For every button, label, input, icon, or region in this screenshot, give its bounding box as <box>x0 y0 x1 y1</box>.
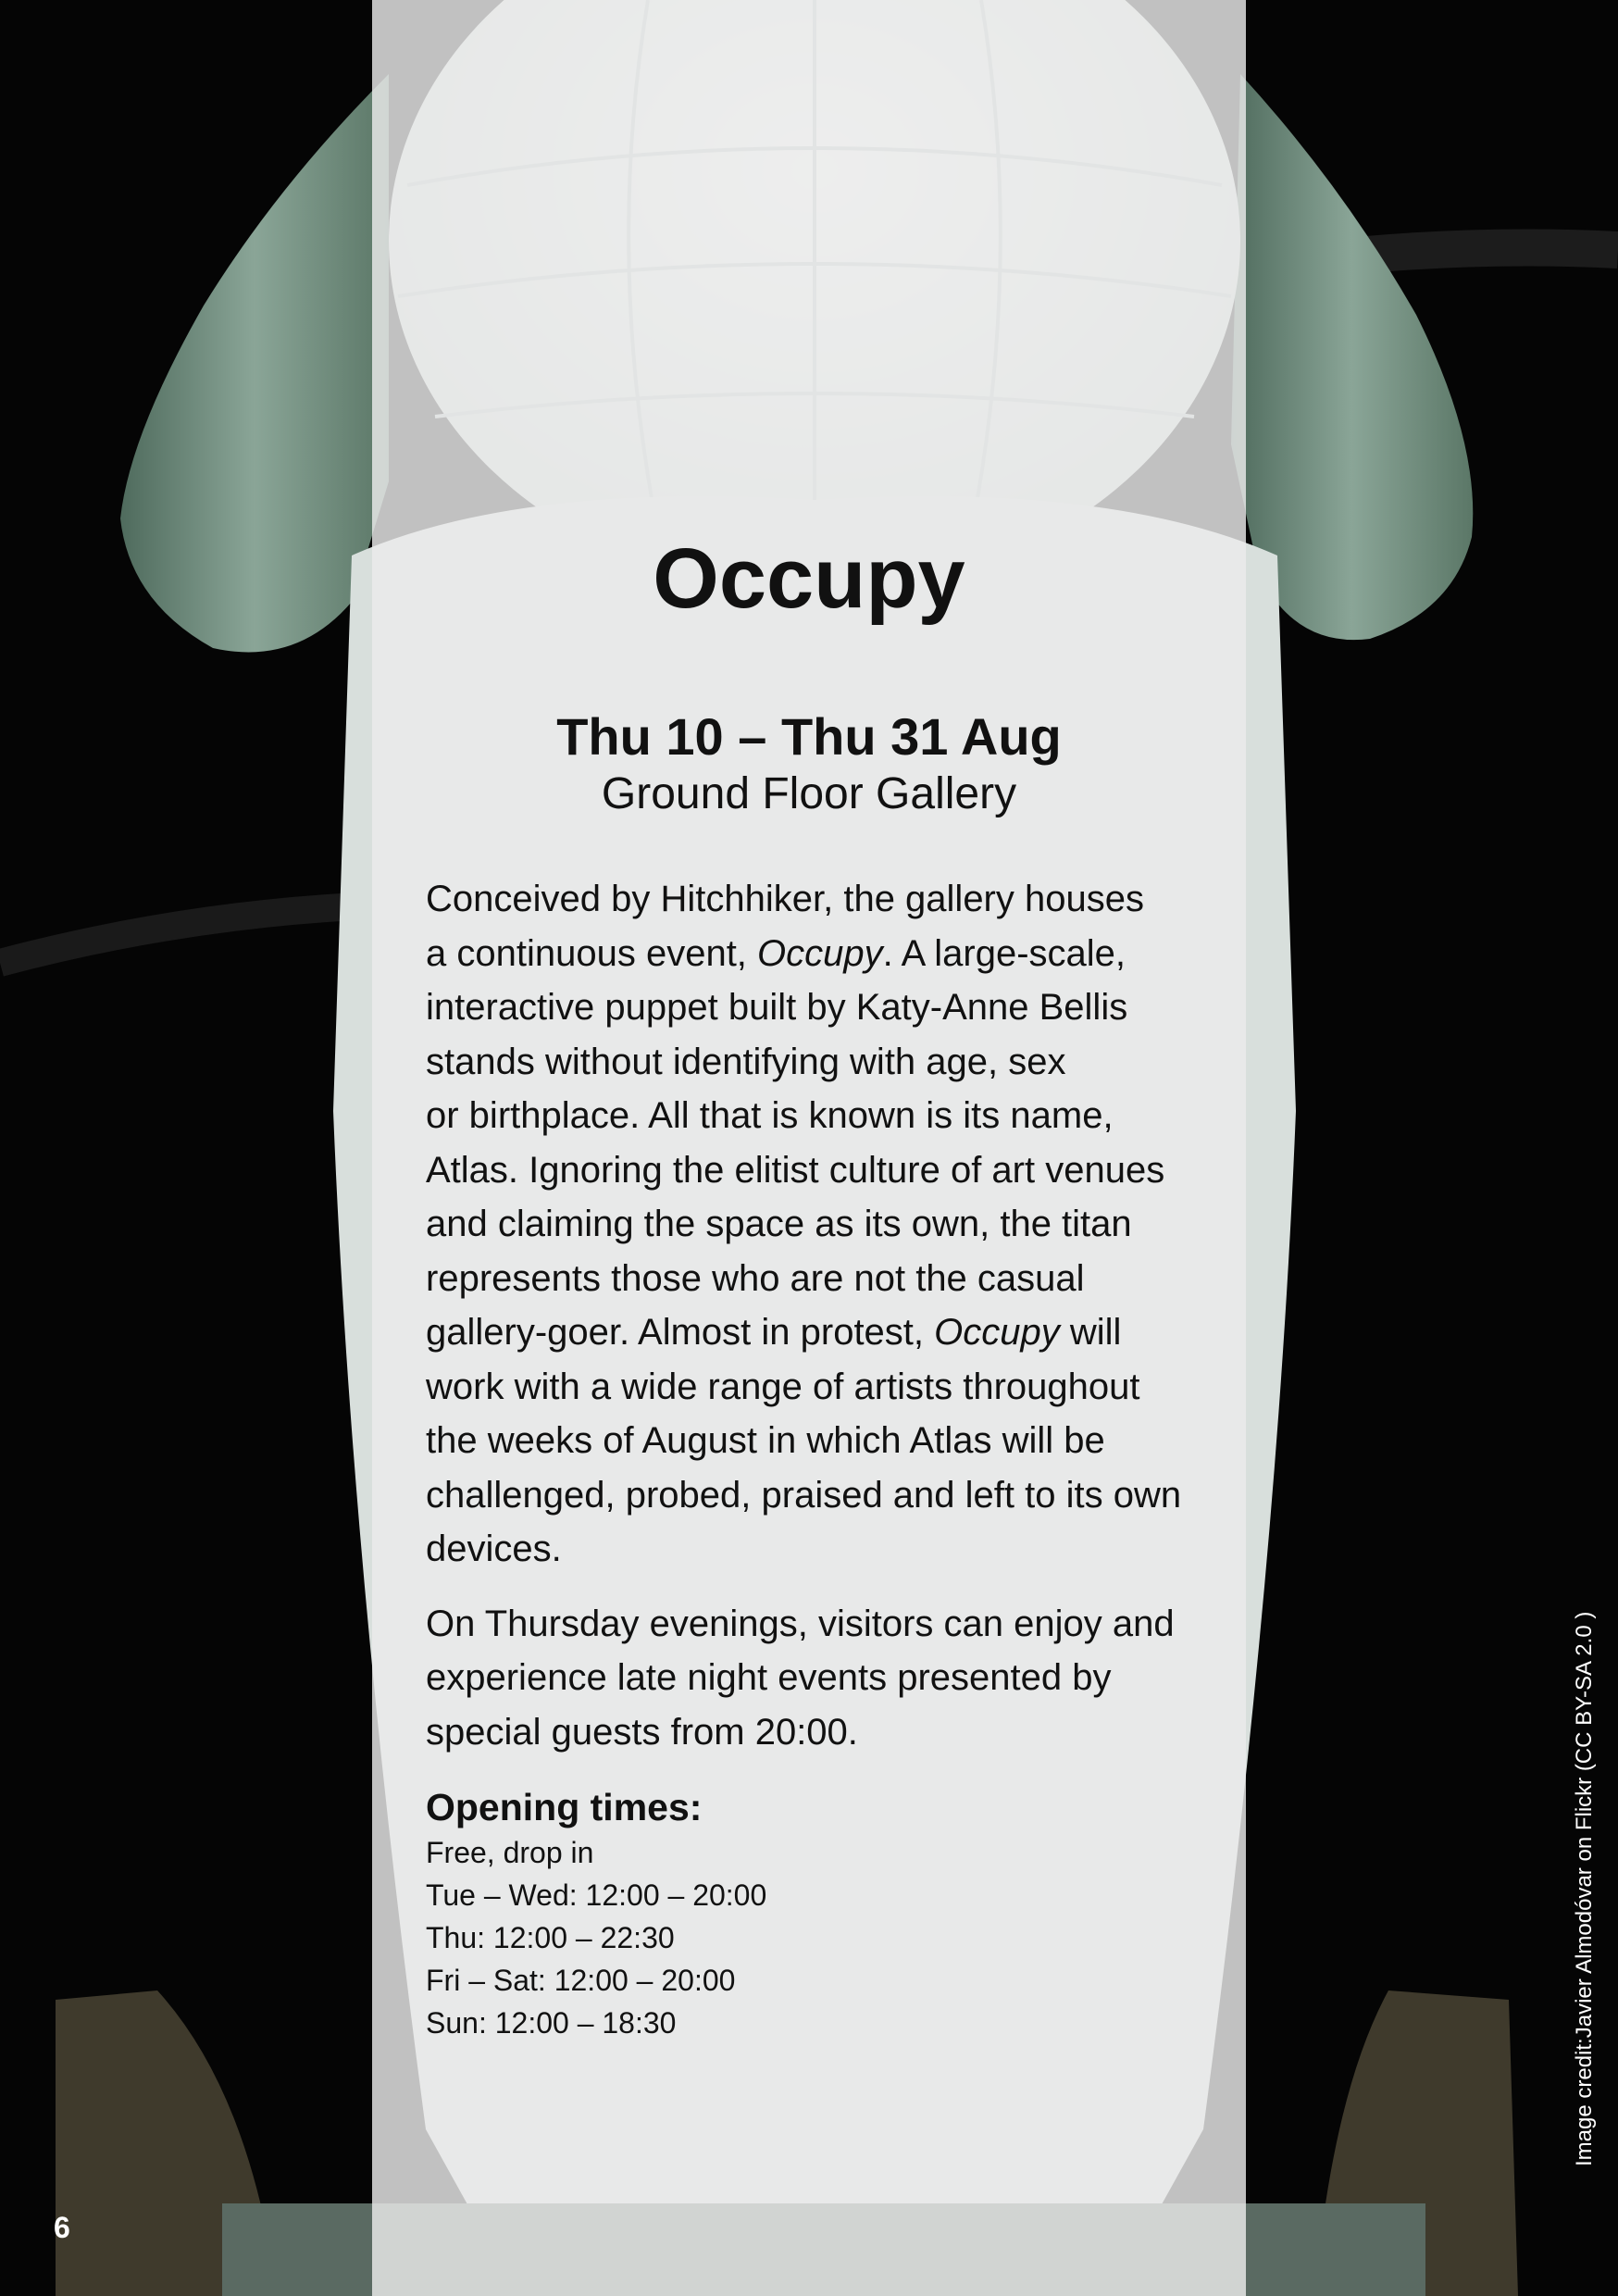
text-line: experience late night events presented by <box>426 1657 1112 1698</box>
text-line: devices. <box>426 1529 562 1569</box>
opening-times <box>426 1783 1222 2044</box>
text-line: Atlas. Ignoring the elitist culture of art venues <box>426 1149 1165 1191</box>
image-credit: Image credit:Javier Almodóvar on Flickr (CC BY-SA 2.0 ) <box>1572 1611 1597 2166</box>
text-line <box>426 927 1240 981</box>
text-line: work with a wide range of artists throughout <box>426 1366 1140 1407</box>
text-line: challenged, probed, praised and left to its own <box>426 1474 1182 1516</box>
text-line: and claiming the space as its own, the titan <box>426 1204 1132 1244</box>
description-paragraph-2 <box>426 1597 1240 1760</box>
description-paragraph-1 <box>426 872 1240 1577</box>
text-line: stands without identifying with age, sex <box>426 1041 1066 1082</box>
text-line: special guests from 20:00. <box>426 1711 858 1753</box>
text-fragment: gallery-goer. Almost in protest, <box>426 1312 935 1353</box>
text-line: On Thursday evenings, visitors can enjoy and <box>426 1603 1175 1644</box>
opening-times-row: Free, drop in <box>426 1836 594 1869</box>
page-title: Occupy <box>653 531 965 626</box>
text-line: Conceived by Hitchhiker, the gallery houses <box>426 879 1144 919</box>
opening-times-row: Tue – Wed: 12:00 – 20:00 <box>426 1878 767 1912</box>
opening-times-row: Thu: 12:00 – 22:30 <box>426 1921 675 1954</box>
event-dates: Thu 10 – Thu 31 Aug <box>556 707 1062 766</box>
event-name-italic: Occupy <box>934 1312 1060 1353</box>
text-fragment: . A large-scale, <box>882 932 1126 974</box>
page-number: 6 <box>54 2211 70 2244</box>
text-line: interactive puppet built by Katy-Anne Bellis <box>426 987 1128 1028</box>
text-line: represents those who are not the casual <box>426 1257 1085 1299</box>
text-line: the weeks of August in which Atlas will be <box>426 1420 1105 1461</box>
opening-times-row: Sun: 12:00 – 18:30 <box>426 2006 677 2040</box>
event-name-italic: Occupy <box>757 932 883 974</box>
opening-times-heading: Opening times: <box>426 1786 703 1828</box>
event-description <box>426 872 1240 1779</box>
opening-times-row: Fri – Sat: 12:00 – 20:00 <box>426 1964 736 1997</box>
text-line <box>426 1305 1240 1360</box>
event-venue: Ground Floor Gallery <box>601 769 1017 818</box>
text-fragment: a continuous event, <box>426 932 758 974</box>
text-line: or birthplace. All that is known is its name, <box>426 1095 1114 1136</box>
text-fragment: will <box>1059 1312 1122 1353</box>
